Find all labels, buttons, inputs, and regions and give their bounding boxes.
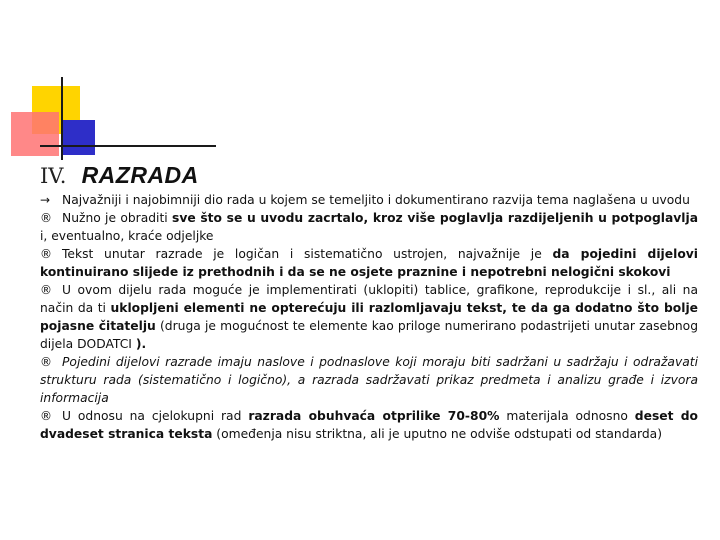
paragraph-text: U odnosu na cjelokupni rad <box>62 409 249 423</box>
decor-horizontal-line <box>40 145 216 147</box>
section-number: IV. <box>40 164 67 188</box>
bullet-paragraph <box>40 245 698 281</box>
paragraph-text: Pojedini dijelovi razrade imaju naslove i podnaslove koji moraju biti sadržani u sadržaju i odražavati strukturu rada (sistematično i logično), a razrada sadržavati prikaz predmeta i analizu građe i izvora informacija <box>40 355 698 405</box>
bullet-marker-icon: ® <box>40 247 52 261</box>
decor-red-square <box>11 112 59 156</box>
bullet-paragraph <box>40 353 698 407</box>
paragraph-text: materijala odnosno <box>499 409 635 423</box>
bullet-paragraph <box>40 407 698 443</box>
decor-vertical-line <box>61 77 63 160</box>
paragraph-text: i, eventualno, kraće odjeljke <box>40 229 214 243</box>
paragraph-text: (druga je mogućnost te elemente kao priloge numerirano podastrijeti unutar zasebnog dijela DODATCI <box>40 319 698 351</box>
bold-text: deset do dvadeset stranica teksta <box>40 409 698 441</box>
bold-text: uklopljeni elementi ne opterećuju ili razlomljavaju tekst, te da ga dodatno što bolje pojasne čitatelju <box>40 301 699 333</box>
bullet-marker-icon: ® <box>40 283 52 297</box>
bullet-marker-icon: ® <box>40 355 52 369</box>
content-body <box>40 191 698 443</box>
bullet-marker-icon: → <box>40 193 51 207</box>
paragraph-text: (omeđenja nisu striktna, ali je uputno ne odviše odstupati od standarda) <box>212 427 663 441</box>
bold-text: ). <box>135 337 147 351</box>
paragraph-text: Najvažniji i najobimniji dio rada u kojem se temeljito i dokumentirano razvija tema naglašena u uvodu <box>62 193 690 207</box>
decor-blue-square <box>61 120 95 155</box>
section-title: RAZRADA <box>81 162 199 188</box>
bullet-paragraph <box>40 209 698 245</box>
bold-text: sve što se u uvodu zacrtalo, kroz više poglavlja razdijeljenih u potpoglavlja <box>172 211 698 225</box>
bullet-paragraph <box>40 191 698 209</box>
bold-text: da pojedini dijelovi kontinuirano slijede iz prethodnih i da se ne osjete praznine i nepotrebni nelogični skokovi <box>40 247 698 279</box>
bullet-marker-icon: ® <box>40 409 52 423</box>
paragraph-text: Tekst unutar razrade je logičan i sistematično ustrojen, najvažnije je <box>62 247 553 261</box>
bullet-marker-icon: ® <box>40 211 52 225</box>
bullet-paragraph <box>40 281 698 353</box>
paragraph-text: Nužno je obraditi <box>62 211 173 225</box>
bold-text: razrada obuhvaća otprilike 70-80% <box>248 409 500 423</box>
paragraph-text: U ovom dijelu rada moguće je implementirati (uklopiti) tablice, grafikone, reprodukcije i sl., ali na način da ti <box>40 283 698 315</box>
slide-heading <box>40 162 199 189</box>
